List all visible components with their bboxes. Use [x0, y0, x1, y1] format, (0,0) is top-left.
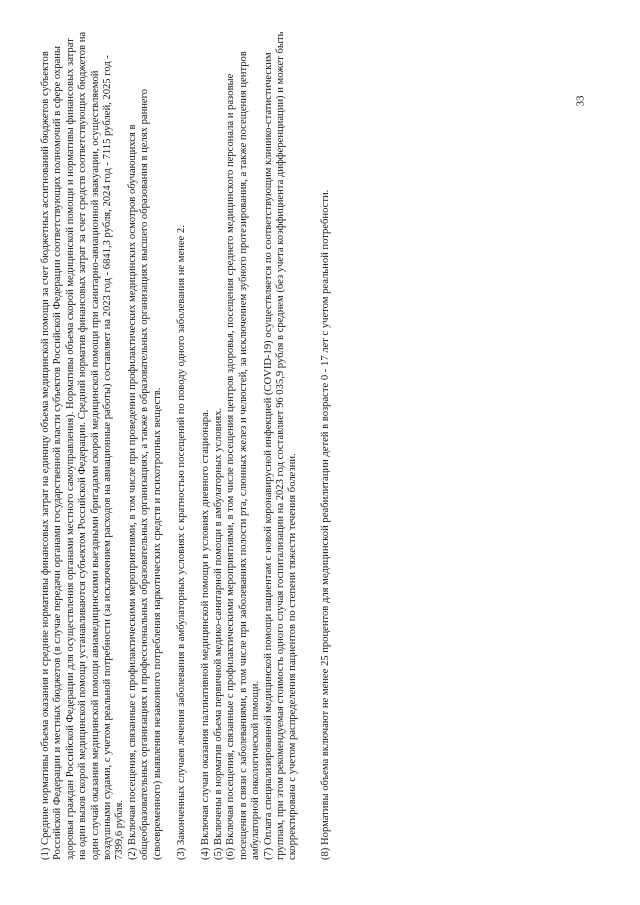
footnote-3: (3) Законченных случаев лечения заболевания в амбулаторных условиях с кратностью посещений по поводу одного заболевания не менее 2. [176, 225, 188, 860]
footnotes-block [40, 30, 600, 860]
footnote-7: (7) Оплата специализированной медицинской помощи пациентам с новой коронавирусной инфекцией (COVID-19) осуществляется по соответствующим клинико-статистическим группам, при этом рекомендуемая стоимость одного случая госпитализации на 2023 год составляет 96 035,9 рубля в среднем (без учета коэффициента дифференциации) и может быть скорректирована с учетом распределения пациентов по степени тяжести течения болезни. [262, 31, 299, 860]
footnote-2: (2) Включая посещения, связанные с профилактическими мероприятиями, в том числе при проведении профилактических медицинских осмотров обучающихся в общеобразовательных организациях и профессиональных образовательных организациях, а также в образовательных организациях высшего образования в целях раннего (своевременного) выявления незаконного потребления наркотических средств и психотропных веществ. [126, 88, 163, 860]
footnote-5: (5) Включены в норматив объема первичной медико-санитарной помощи в амбулаторных условиях. [212, 407, 224, 860]
footnote-4: (4) Включая случаи оказания паллиативной медицинской помощи в условиях дневного стационара. [200, 409, 212, 860]
footnote-8: (8) Нормативы объема включают не менее 25 процентов для медицинской реабилитации детей в возрасте 0 - 17 лет с учетом реальной потребности. [319, 189, 331, 860]
page-number: 33 [574, 95, 587, 107]
footnote-1: (1) Средние нормативы объема оказания и средние нормативы финансовых затрат на единицу объема медицинской помощи за счет бюджетных ассигнований бюджетов субъектов Российской Федерации и местных бюджетов (в случае передачи органами государственной власти субъектов Российской Федерации соответствующих полномочий в сфере охраны здоровья граждан Российской Федерации для осуществления органами местного самоуправления). Нормативы объема скорой медицинской помощи и нормативы финансовых затрат на один вызов скорой медицинской помощи устанавливаются субъектом Российской Федерации. Средний норматив финансовых затрат за счет средств соответствующих бюджетов на один случай оказания медицинской помощи авиамедицинскими выездными бригадами скорой медицинской помощи при санитарно-авиационной эвакуации, осуществляемой воздушными судами, с учетом реальной потребности (за исключением расходов на авиационные работы) составляет на 2023 год - 6841,3 рубля, 2024 год - 7115 рублей, 2025 год - 7399,6 рубля. [40, 31, 126, 860]
footnote-6: (6) Включая посещения, связанные с профилактическими мероприятиями, в том числе посещения центров здоровья, посещения среднего медицинского персонала и разовые посещения в связи с заболеваниями, в том числе при заболеваниях полости рта, слюнных желез и челюстей, за исключением зубного протезирования, а также посещения центров амбулаторной онкологической помощи. [225, 51, 262, 860]
